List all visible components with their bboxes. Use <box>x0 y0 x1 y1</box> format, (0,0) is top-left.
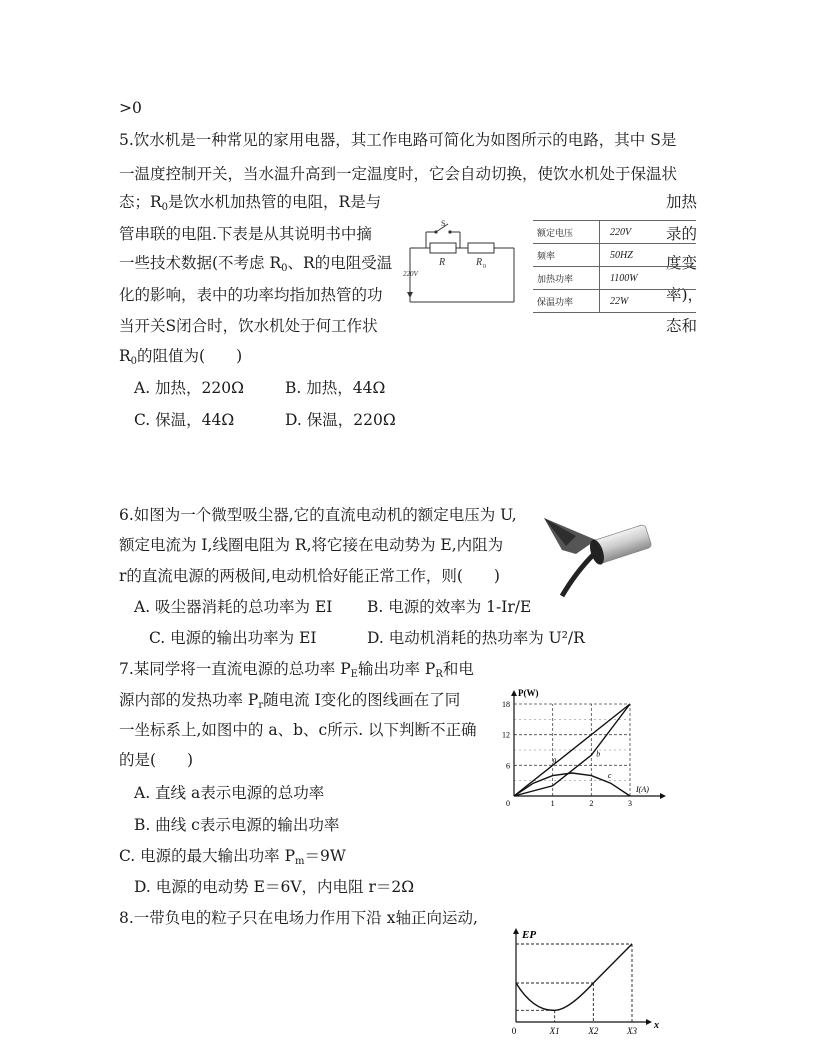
q7-line-2-sub: r <box>258 700 264 711</box>
q5-line-8 <box>119 346 242 372</box>
q7-line-2a: 源内部的发热功率 P <box>119 691 259 709</box>
q7-line-1b: 输出功率 P <box>357 660 436 678</box>
q7-line-1 <box>119 659 474 685</box>
series-a-label: a <box>552 755 557 765</box>
x-tick-label: X2 <box>588 1026 599 1036</box>
q7-option-a: A. 直线 a表示电源的总功率 <box>134 784 325 802</box>
x-tick-label: 1 <box>550 799 555 808</box>
q5-line-6: 化的影响，表中的功率均指加热管的功 <box>119 286 383 304</box>
x-axis-arrow <box>660 793 666 799</box>
chart-x-axis-label: I(A) <box>636 785 649 794</box>
q5-option-b: B. 加热，44Ω <box>285 379 386 397</box>
resistor-r <box>430 243 456 253</box>
x-tick-label: 2 <box>589 799 594 808</box>
q7-option-c-b: ＝9W <box>304 847 346 865</box>
vacuum-hose-icon <box>562 554 594 596</box>
y-tick-label: 18 <box>502 700 510 709</box>
x-tick-label: 0 <box>511 1026 517 1036</box>
q5-line-5 <box>119 253 392 279</box>
y-axis-arrow <box>513 928 519 934</box>
q7-line-1-sub-r: R <box>435 669 443 680</box>
q7-line-1-sub-e: E <box>350 669 358 680</box>
table-row <box>533 221 696 244</box>
chart-y-axis-label: P(W) <box>518 688 539 698</box>
circuit-label-r0-sub: 0 <box>483 264 486 270</box>
q5-line-8-sub: 0 <box>130 356 138 367</box>
q6-option-d: D. 电动机消耗的热功率为 U²/R <box>367 629 585 647</box>
chart-y-axis-label: EP <box>522 929 537 941</box>
q5-line-5a: 一些技术数据(不考虑 R <box>119 254 282 272</box>
q6-option-a: A. 吸尘器消耗的总功率为 EI <box>134 598 333 616</box>
x-tick-label: 3 <box>628 799 632 808</box>
q5-option-d: D. 保温，220Ω <box>285 411 396 429</box>
q5-line-5-right: 度变 <box>666 254 698 272</box>
chart-series-group <box>516 944 632 1010</box>
x-axis-arrow <box>646 1019 652 1025</box>
q6-line-3: r的直流电源的两极间,电动机恰好能正常工作，则( ) <box>119 567 500 585</box>
q5-line-7: 当开关S闭合时，饮水机处于何工作状 <box>119 317 378 335</box>
potential-energy-chart <box>500 924 670 1038</box>
q5-line-2: 一温度控制开关，当水温升高到一定温度时，它会自动切换，使饮水机处于保温状 <box>119 165 678 183</box>
q7-line-3: 一坐标系上,如图中的 a、b、c所示. 以下判断不正确 <box>119 721 477 739</box>
q5-line-5-sub: 0 <box>281 263 288 274</box>
vacuum-cleaner-image <box>536 510 656 600</box>
q7-line-1a: 7.某同学将一直流电源的总功率 P <box>119 660 351 678</box>
q7-line-4: 的是( ) <box>119 751 194 769</box>
x-tick-label: X3 <box>627 1026 637 1036</box>
q5-line-3 <box>119 192 381 218</box>
table-row <box>533 290 696 313</box>
table-key: 保温功率 <box>533 290 600 313</box>
q5-line-7-right: 态和 <box>666 317 698 335</box>
q5-line-3b: 是饮水机加热管的电阻，R是与 <box>168 193 382 211</box>
q5-line-8a: R <box>119 347 131 365</box>
series-c-line <box>514 770 630 796</box>
table-value: 1100W <box>600 267 697 290</box>
q5-line-3-right: 加热 <box>666 193 698 211</box>
q8-line-1: 8.一带负电的粒子只在电场力作用下沿 x轴正向运动, <box>119 909 478 927</box>
resistor-r0 <box>468 243 494 253</box>
table-key: 加热功率 <box>533 267 600 290</box>
table-value: 22W <box>600 290 697 313</box>
q7-option-b: B. 曲线 c表示电源的输出功率 <box>134 816 340 834</box>
q5-option-c: C. 保温，44Ω <box>134 411 235 429</box>
chart-guide-lines <box>516 944 632 1022</box>
q7-option-d: D. 电源的电动势 E＝6V，内电阻 r＝2Ω <box>134 878 415 896</box>
series-c-label: c <box>607 770 612 780</box>
fragment-text: >0 <box>119 99 142 117</box>
y-tick-label: 12 <box>502 730 510 740</box>
series-a-line <box>514 704 630 796</box>
circuit-diagram <box>402 214 524 314</box>
series-b-label: b <box>596 749 601 759</box>
q7-option-c-a: C. 电源的最大输出功率 P <box>119 847 296 865</box>
q5-line-1: 5.饮水机是一种常见的家用电器，其工作电路可简化为如图所示的电路，其中 S是 <box>119 131 677 149</box>
table-row <box>533 244 696 267</box>
q5-option-a: A. 加热，220Ω <box>134 379 244 397</box>
x-tick-label: X1 <box>549 1026 560 1036</box>
power-current-chart <box>488 684 668 810</box>
chart-tick-labels <box>512 1026 638 1036</box>
q5-line-6-right: 率)， <box>666 286 704 304</box>
q6-line-1: 6.如图为一个微型吸尘器,它的直流电动机的额定电压为 U, <box>119 506 517 524</box>
y-tick-label: 6 <box>506 761 510 771</box>
q5-line-5b: 、R的电阻受温 <box>287 254 393 272</box>
q6-option-c: C. 电源的输出功率为 EI <box>149 629 317 647</box>
series-ep-curve <box>516 944 632 1010</box>
table-key: 额定电压 <box>533 221 600 244</box>
q7-option-c <box>119 846 346 872</box>
q5-line-4: 管串联的电阻.下表是从其说明书中摘 <box>119 225 372 243</box>
q7-option-c-sub: m <box>295 856 305 867</box>
q5-line-3-sub: 0 <box>161 202 169 213</box>
table-value: 220V <box>600 221 697 244</box>
chart-series-group <box>514 704 630 796</box>
spec-table <box>533 220 696 313</box>
table-value: 50HZ <box>600 244 697 267</box>
table-row <box>533 267 696 290</box>
table-key: 频率 <box>533 244 600 267</box>
q6-option-b: B. 电源的效率为 1-Ir/E <box>367 598 532 616</box>
y-axis-arrow <box>511 690 517 696</box>
q6-line-2: 额定电流为 I,线圈电阻为 R,将它接在电动势为 E,内阻为 <box>119 536 504 554</box>
q5-line-3a: 态；R <box>119 193 162 211</box>
circuit-label-s: S <box>441 219 446 228</box>
circuit-label-voltage: 220V <box>403 270 418 278</box>
circuit-label-r0: R <box>476 257 483 268</box>
q7-line-2 <box>119 690 460 716</box>
q5-line-8b: 的阻值为( ) <box>137 347 243 365</box>
q7-line-2b: 随电流 I变化的图线画在了同 <box>263 691 461 709</box>
circuit-label-r: R <box>439 257 446 268</box>
chart-x-axis-label: x <box>654 1020 659 1031</box>
q5-line-4-right: 录的 <box>666 225 698 243</box>
x-tick-label: 0 <box>506 799 510 808</box>
q7-line-1c: 和电 <box>442 660 474 678</box>
